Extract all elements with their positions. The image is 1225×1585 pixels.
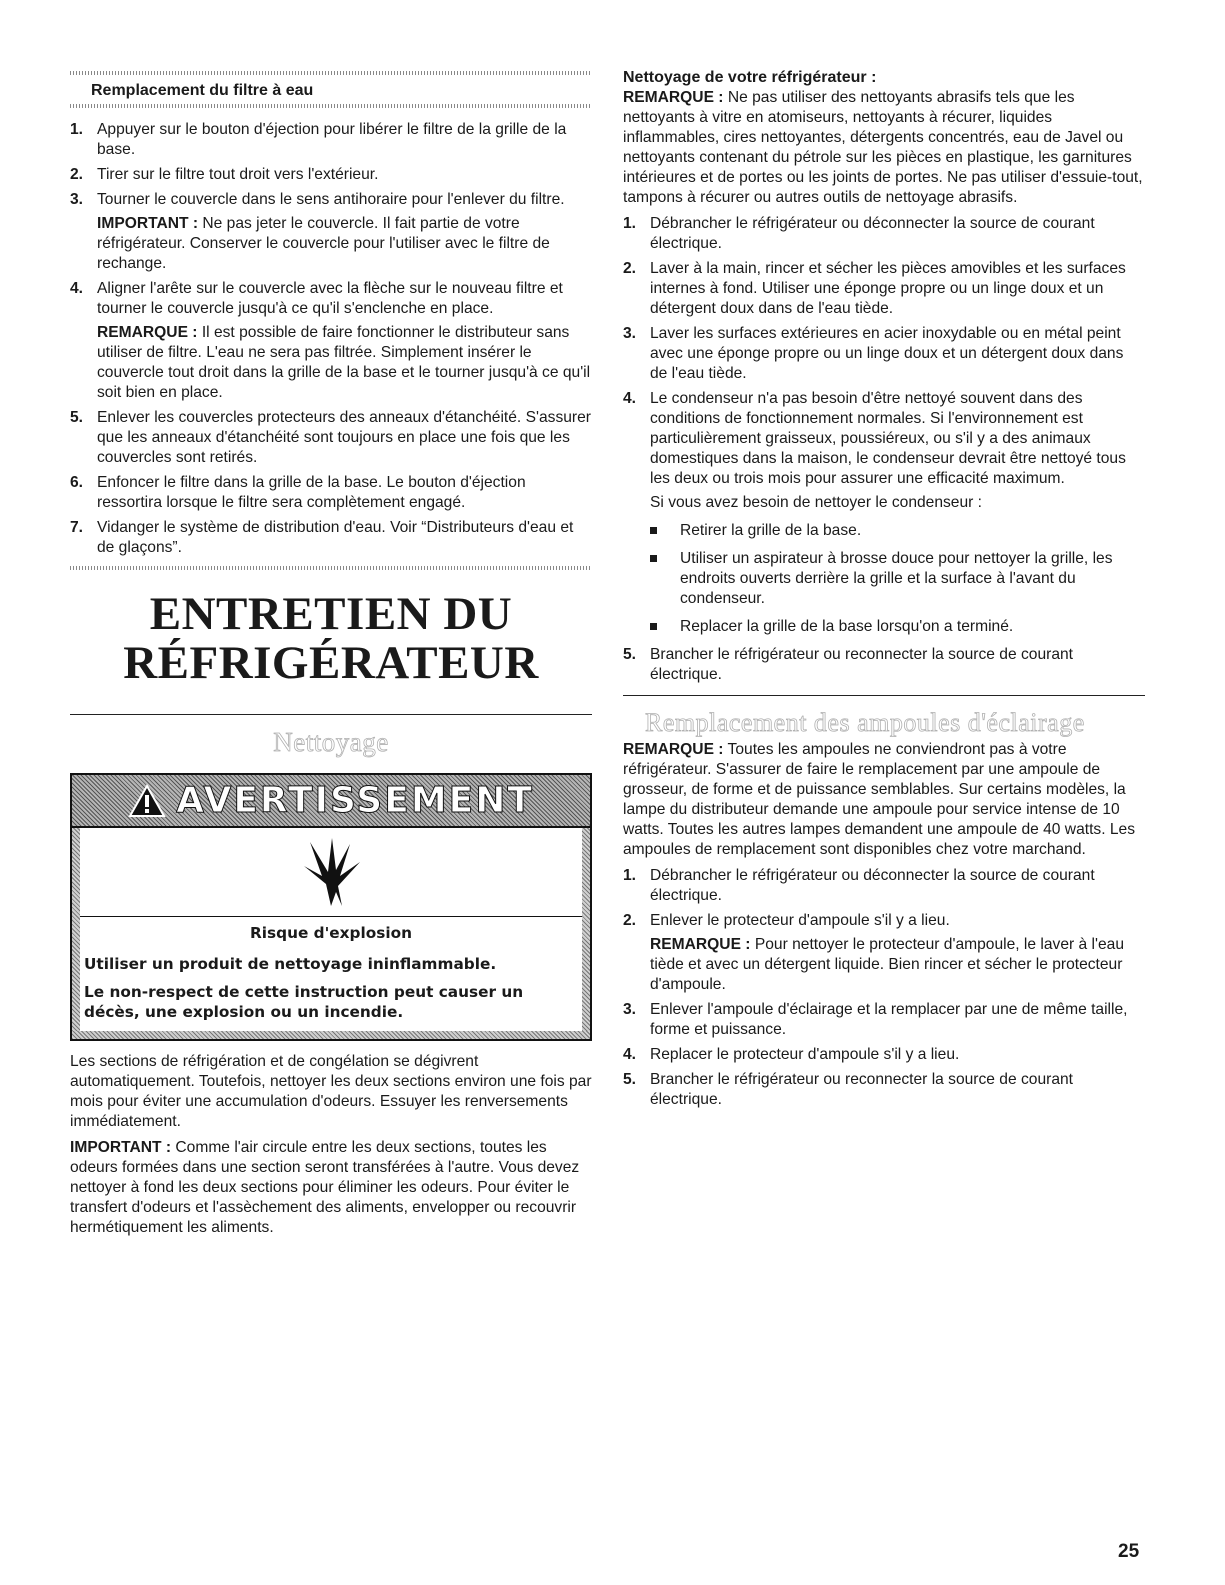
- list-item: 7. Vidanger le système de distribution d'eau. Voir “Distributeurs d'eau et de glaçons”.: [70, 519, 574, 556]
- left-column: [70, 0, 592, 1238]
- list-item: 4. Le condenseur n'a pas besoin d'être nettoyé souvent dans des conditions de fonctionnement normales. Si l'environnement est particulièrement graisseux, poussiéreux, ou s'il y a des animaux domestiques dans la maison, le condenseur devrait être nettoyé tous les deux ou trois mois pour assurer une efficacité maximum. Si vous avez besoin de nettoyer le condenseur : Retirer la grille de la base. Utiliser un aspirateur à brosse douce pour nettoyer la grille, les endroits ouverts derrière la grille et la surface à l'avant du condenseur. Replacer la grille de la base lorsqu'on a terminé.: [623, 389, 1145, 637]
- list-item: 6. Enfoncer le filtre dans la grille de la base. Le bouton d'éjection ressortira lorsque le filtre sera complètement engagé.: [70, 474, 526, 511]
- list-item: 3. Enlever l'ampoule d'éclairage et la remplacer par une de même taille, forme et puissance.: [623, 1001, 1128, 1038]
- divider: [70, 566, 592, 570]
- filter-heading: Remplacement du filtre à eau: [91, 82, 314, 99]
- warning-line: Utiliser un produit de nettoyage ininflammable.: [84, 955, 497, 973]
- page-title: ENTRETIEN DU RÉFRIGÉRATEUR: [123, 588, 539, 689]
- bullet-item: Utiliser un aspirateur à brosse douce pour nettoyer la grille, les endroits ouverts derrière la grille et la surface à l'avant du condenseur.: [650, 549, 1145, 609]
- signal-word: AVERTISSEMENT: [176, 780, 534, 821]
- clean-note: REMARQUE : Ne pas utiliser des nettoyants abrasifs tels que les nettoyants à vitre en atomiseurs, nettoyants à récurer, liquides inflammables, cires nettoyantes, détergents concentrés, eau de Javel ou nettoyants contenant du pétrole sur les pièces en plastique, les garnitures intérieures et de portes ou les joints de portes. Ne pas utiliser d'essuie-tout, tampons à récurer ou autres outils de nettoyage abrasifs.: [623, 89, 1143, 206]
- warning-line: Le non-respect de cette instruction peut causer un décès, une explosion ou un incendie.: [84, 983, 524, 1021]
- list-item: 2. Tirer sur le filtre tout droit vers l'extérieur.: [70, 166, 379, 183]
- divider: [70, 104, 592, 108]
- defrost-paragraph: Les sections de réfrigération et de congélation se dégivrent automatiquement. Toutefois, nettoyer les deux sections environ une fois par mois pour éviter une accumulation d'odeurs. Essuyer les renversements immédiatement.: [70, 1053, 592, 1130]
- list-item: 5. Enlever les couvercles protecteurs des anneaux d'étanchéité. S'assurer que les anneaux d'étanchéité sont toujours en place une fois que les couvercles sont retirés.: [70, 409, 591, 466]
- important-paragraph: IMPORTANT : Comme l'air circule entre les deux sections, toutes les odeurs formées dans une section seront transférées à l'autre. Vous devez nettoyer à fond les deux sections pour éliminer les odeurs. Pour éviter le transfert d'odeurs et l'assèchement des aliments, envelopper ou recouvrir hermétiquement les aliments.: [70, 1139, 580, 1236]
- warning-triangle-icon: [128, 784, 166, 818]
- section-title-cleaning: Nettoyage: [273, 727, 389, 757]
- right-column: [623, 0, 1145, 1115]
- divider: [70, 714, 592, 715]
- warning-box: [70, 773, 592, 1041]
- explosion-icon: [296, 836, 366, 908]
- list-item: 4. Aligner l'arête sur le couvercle avec la flèche sur le nouveau filtre et tourner le couvercle jusqu'à ce qu'il s'enclenche en place. REMARQUE : Il est possible de faire fonctionner le distributeur sans utiliser de filtre. L'eau ne sera pas filtrée. Simplement insérer le couvercle tout droit dans la grille de la base et le tourner jusqu'à ce qu'il soit bien en place.: [70, 280, 591, 401]
- filter-steps: [70, 120, 592, 558]
- section-title-bulbs: Remplacement des ampoules d'éclairage: [645, 708, 1085, 737]
- list-item: 5. Brancher le réfrigérateur ou reconnecter la source de courant électrique.: [623, 1071, 1073, 1108]
- list-item: 2. Enlever le protecteur d'ampoule s'il y a lieu. REMARQUE : Pour nettoyer le protecteur d'ampoule, le laver à l'eau tiède et avec un détergent liquide. Bien rincer et sécher le protecteur d'ampoule.: [623, 912, 1124, 993]
- hazard-title: Risque d'explosion: [250, 924, 412, 942]
- list-item: 2. Laver à la main, rincer et sécher les pièces amovibles et les surfaces internes à fond. Utiliser une éponge propre ou un linge doux et un détergent doux dans de l'eau tiède.: [623, 260, 1126, 317]
- clean-heading: Nettoyage de votre réfrigérateur :: [623, 69, 877, 86]
- list-item: 1. Débrancher le réfrigérateur ou déconnecter la source de courant électrique.: [623, 215, 1095, 252]
- divider: [623, 695, 1145, 696]
- clean-steps: [623, 214, 1145, 685]
- warning-header: [72, 775, 590, 828]
- bulb-steps: [623, 866, 1145, 1110]
- bulb-note: REMARQUE : Toutes les ampoules ne conviendront pas à votre réfrigérateur. S'assurer de faire le remplacement par une ampoule de grosseur, de forme et de puissance semblables. Sur certains modèles, la lampe du distributeur demande une ampoule pour service intense de 10 watts. Toutes les autres lampes demandent une ampoule de 40 watts. Les ampoules de remplacement sont disponibles chez votre marchand.: [623, 741, 1136, 858]
- list-item: 5. Brancher le réfrigérateur ou reconnecter la source de courant électrique.: [623, 646, 1073, 683]
- page-number: 25: [1118, 1541, 1140, 1562]
- bullet-item: Replacer la grille de la base lorsqu'on a terminé.: [650, 617, 1145, 637]
- list-item: 3. Laver les surfaces extérieures en acier inoxydable ou en métal peint avec une éponge propre ou un linge doux et un détergent doux dans de l'eau tiède.: [623, 325, 1124, 382]
- list-item: 4. Replacer le protecteur d'ampoule s'il y a lieu.: [623, 1046, 960, 1063]
- list-item: 1. Appuyer sur le bouton d'éjection pour libérer le filtre de la grille de la base.: [70, 121, 567, 158]
- list-item: 1. Débrancher le réfrigérateur ou déconnecter la source de courant électrique.: [623, 867, 1095, 904]
- list-item: 3. Tourner le couvercle dans le sens antihoraire pour l'enlever du filtre. IMPORTANT : Ne pas jeter le couvercle. Il fait partie de votre réfrigérateur. Conserver le couvercle pour l'utiliser avec le filtre de rechange.: [70, 191, 565, 272]
- divider: [70, 71, 592, 75]
- bullet-item: Retirer la grille de la base.: [650, 521, 1145, 541]
